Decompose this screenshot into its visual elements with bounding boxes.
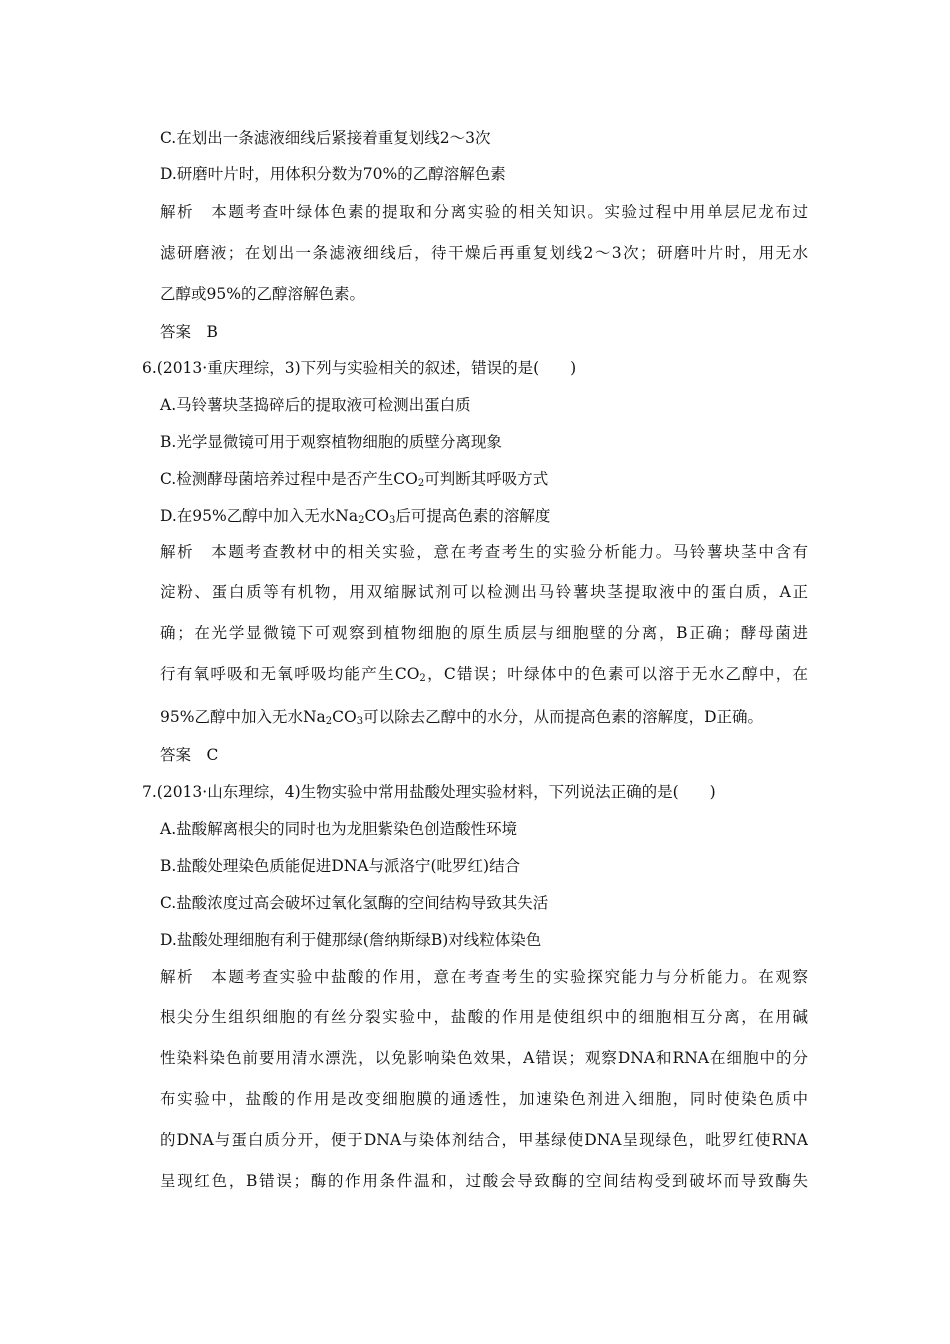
subscript: 3 — [389, 515, 396, 526]
text-segment: 行有氧呼吸和无氧呼吸均能产生CO — [160, 665, 420, 683]
q7-analysis-line-5: 的DNA与蛋白质分开，便于DNA与染体剂结合，甲基绿使DNA呈现绿色，吡罗红使RNA — [160, 1131, 808, 1149]
q5-option-d: D.研磨叶片时，用体积分数为70%的乙醇溶解色素 — [160, 165, 506, 183]
q6-analysis-line-4 — [160, 662, 808, 686]
q6-analysis-line-2: 淀粉、蛋白质等有机物，用双缩脲试剂可以检测出马铃薯块茎提取液中的蛋白质，A正 — [160, 583, 808, 601]
q6-option-b: B.光学显微镜可用于观察植物细胞的质壁分离现象 — [160, 433, 502, 451]
text-segment: 可以除去乙醇中的水分，从而提高色素的溶解度，D正确。 — [363, 708, 764, 726]
q7-analysis-line-2: 根尖分生组织细胞的有丝分裂实验中，盐酸的作用是使组织中的细胞相互分离，在用碱 — [160, 1008, 808, 1026]
text-segment: 可判断其呼吸方式 — [424, 470, 549, 488]
q6-analysis-line-3: 确；在光学显微镜下可观察到植物细胞的原生质层与细胞壁的分离，B正确；酵母菌进 — [160, 624, 808, 642]
q5-option-c: C.在划出一条滤液细线后紧接着重复划线2～3次 — [160, 129, 491, 147]
q7-analysis-line-4: 布实验中，盐酸的作用是改变细胞膜的通透性，加速染色剂进入细胞，同时使染色质中 — [160, 1090, 808, 1108]
q5-analysis-line-2: 滤研磨液；在划出一条滤液细线后，待干燥后再重复划线2～3次；研磨叶片时，用无水 — [160, 244, 808, 262]
subscript: 3 — [356, 716, 364, 727]
q5-analysis-line-1: 解析 本题考查叶绿体色素的提取和分离实验的相关知识。实验过程中用单层尼龙布过 — [160, 203, 808, 221]
q7-option-b: B.盐酸处理染色质能促进DNA与派洛宁(吡罗红)结合 — [160, 857, 521, 875]
text-segment: D.在95%乙醇中加入无水Na — [160, 507, 359, 525]
q5-analysis-line-3: 乙醇或95%的乙醇溶解色素。 — [160, 285, 365, 303]
q7-option-d: D.盐酸处理细胞有利于健那绿(詹纳斯绿B)对线粒体染色 — [160, 931, 542, 949]
q5-answer: 答案 B — [160, 323, 218, 341]
q6-option-c — [160, 467, 808, 491]
q6-option-d — [160, 504, 808, 528]
q7-analysis-line-6: 呈现红色，B错误；酶的作用条件温和，过酸会导致酶的空间结构受到破坏而导致酶失 — [160, 1172, 808, 1190]
q7-analysis-line-3: 性染料染色前要用清水漂洗，以免影响染色效果，A错误；观察DNA和RNA在细胞中的分 — [160, 1049, 808, 1067]
subscript: 2 — [417, 478, 425, 489]
q7-analysis-line-1: 解析 本题考查实验中盐酸的作用，意在考查考生的实验探究能力与分析能力。在观察 — [160, 968, 808, 986]
text-segment: ，C错误；叶绿体中的色素可以溶于无水乙醇中，在 — [425, 665, 808, 683]
q6-analysis-line-5 — [160, 705, 808, 729]
q6-answer: 答案 C — [160, 746, 219, 764]
q6-stem: 6.(2013·重庆理综，3)下列与实验相关的叙述，错误的是( ) — [142, 359, 577, 377]
text-segment: 95%乙醇中加入无水Na — [160, 708, 326, 726]
q6-option-a: A.马铃薯块茎捣碎后的提取液可检测出蛋白质 — [160, 396, 471, 414]
text-segment: CO — [364, 507, 390, 525]
subscript: 2 — [419, 673, 426, 684]
text-segment: C.检测酵母菌培养过程中是否产生CO — [160, 470, 418, 488]
q7-option-c: C.盐酸浓度过高会破坏过氧化氢酶的空间结构导致其失活 — [160, 894, 549, 912]
q7-stem: 7.(2013·山东理综，4)生物实验中常用盐酸处理实验材料，下列说法正确的是( ) — [142, 783, 716, 801]
text-segment: 后可提高色素的溶解度 — [395, 507, 551, 525]
q6-analysis-line-1: 解析 本题考查教材中的相关实验，意在考查考生的实验分析能力。马铃薯块茎中含有 — [160, 543, 808, 561]
q7-option-a: A.盐酸解离根尖的同时也为龙胆紫染色创造酸性环境 — [160, 820, 518, 838]
text-segment: CO — [332, 708, 357, 726]
subscript: 2 — [325, 716, 333, 727]
subscript: 2 — [358, 515, 365, 526]
